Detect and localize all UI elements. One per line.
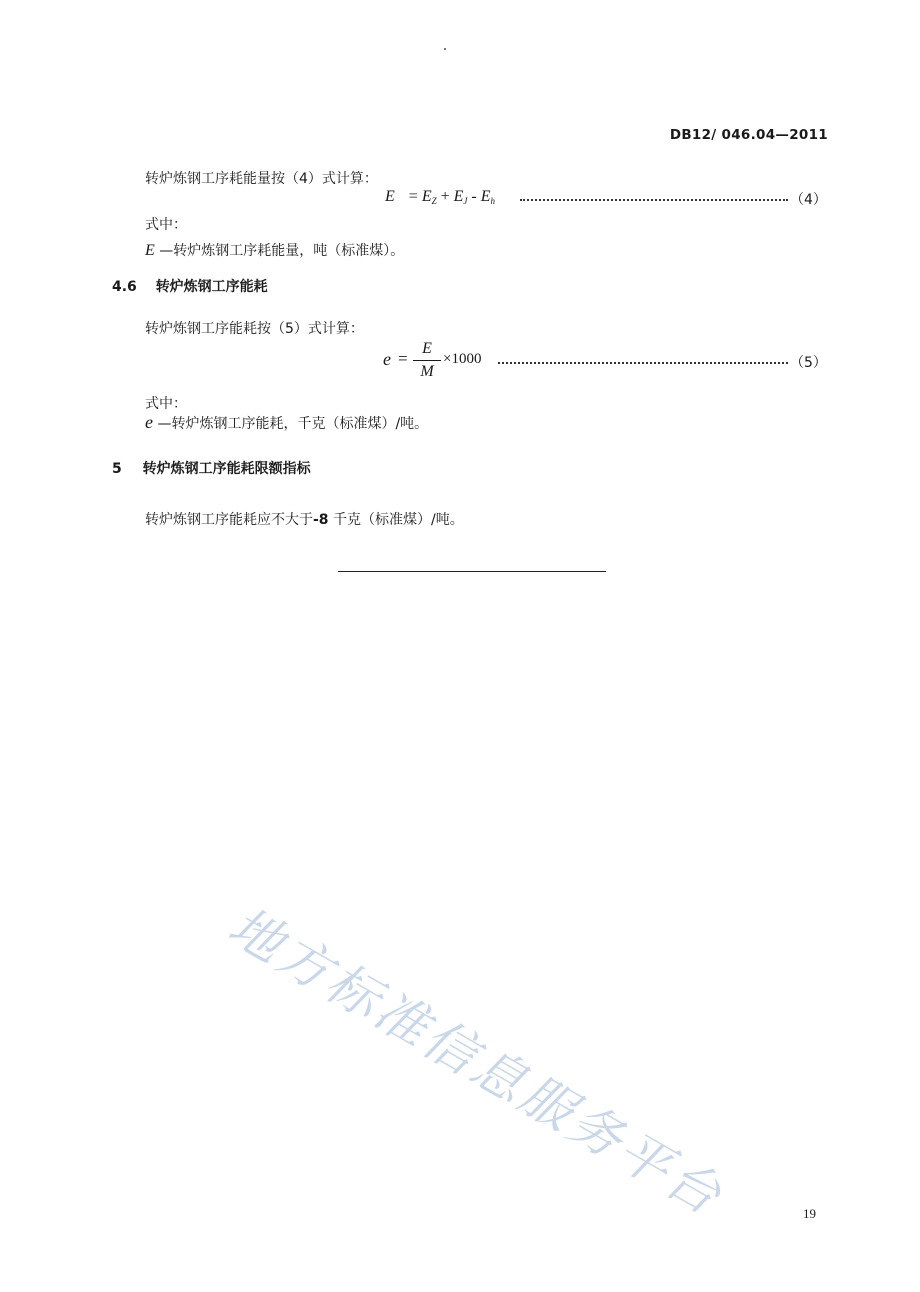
formula4-term2-sub: J [463, 196, 468, 206]
formula4-term2: E [453, 188, 464, 205]
section-5-title: 转炉炼钢工序能耗限额指标 [142, 461, 311, 477]
formula4-lhs: E [385, 188, 395, 205]
formula5-def-text: —转炉炼钢工序能耗，千克（标准煤）/吨。 [157, 416, 429, 432]
formula4-minus: - [471, 188, 477, 205]
formula5-number: （5） [790, 355, 827, 371]
formula5-lhs: e [383, 349, 391, 369]
formula4-term1-sub: Z [431, 196, 437, 206]
formula4-definition [145, 240, 404, 260]
section-5-number: 5 [112, 461, 122, 477]
section-5-limit-value: -8 [313, 512, 329, 528]
section-4-6-number: 4.6 [112, 279, 137, 295]
section-5-text [145, 509, 464, 529]
formula5-definition [145, 412, 428, 433]
scan-speck [444, 48, 446, 50]
formula4-intro: 转炉炼钢工序耗能量按（4）式计算： [145, 171, 378, 187]
end-rule [338, 571, 606, 572]
formula4-term3-sub: h [490, 196, 496, 206]
formula4-term1: E [421, 188, 432, 205]
formula5-numerator: E [422, 340, 432, 357]
formula4-leader-dots [520, 199, 788, 201]
formula5-intro: 转炉炼钢工序能耗按（5）式计算： [145, 321, 364, 337]
watermark: 地方标准信息服务平台 [218, 896, 734, 1229]
section-4-6-title: 转炉炼钢工序能耗 [155, 279, 268, 295]
section-5-heading [112, 458, 311, 478]
formula4-plus: + [440, 188, 450, 205]
formula5-where: 式中： [145, 396, 187, 412]
formula4-number: （4） [790, 192, 827, 208]
formula5-def-symbol: e [145, 412, 153, 432]
formula4-where: 式中： [145, 217, 187, 233]
formula5-multiplier: ×1000 [443, 351, 482, 367]
section-5-text-before: 转炉炼钢工序能耗应不大于 [145, 512, 313, 528]
formula4-equals: = [408, 188, 418, 205]
formula4-expression [385, 188, 495, 206]
formula4-def-symbol: E [145, 242, 155, 259]
section-5-text-after: 千克（标准煤）/吨。 [333, 512, 464, 528]
formula4-term3: E [480, 188, 491, 205]
section-4-6-heading [112, 276, 268, 296]
formula5-leader-dots [498, 362, 788, 364]
formula4-def-text: —转炉炼钢工序耗能量，吨（标准煤）。 [159, 243, 405, 259]
formula5-denominator: M [420, 363, 434, 380]
page-number: 19 [803, 1206, 816, 1221]
standard-code: DB12/ 046.04—2011 [669, 127, 828, 143]
formula5-equals: = [398, 349, 408, 368]
formula5-fraction-bar [413, 360, 441, 361]
